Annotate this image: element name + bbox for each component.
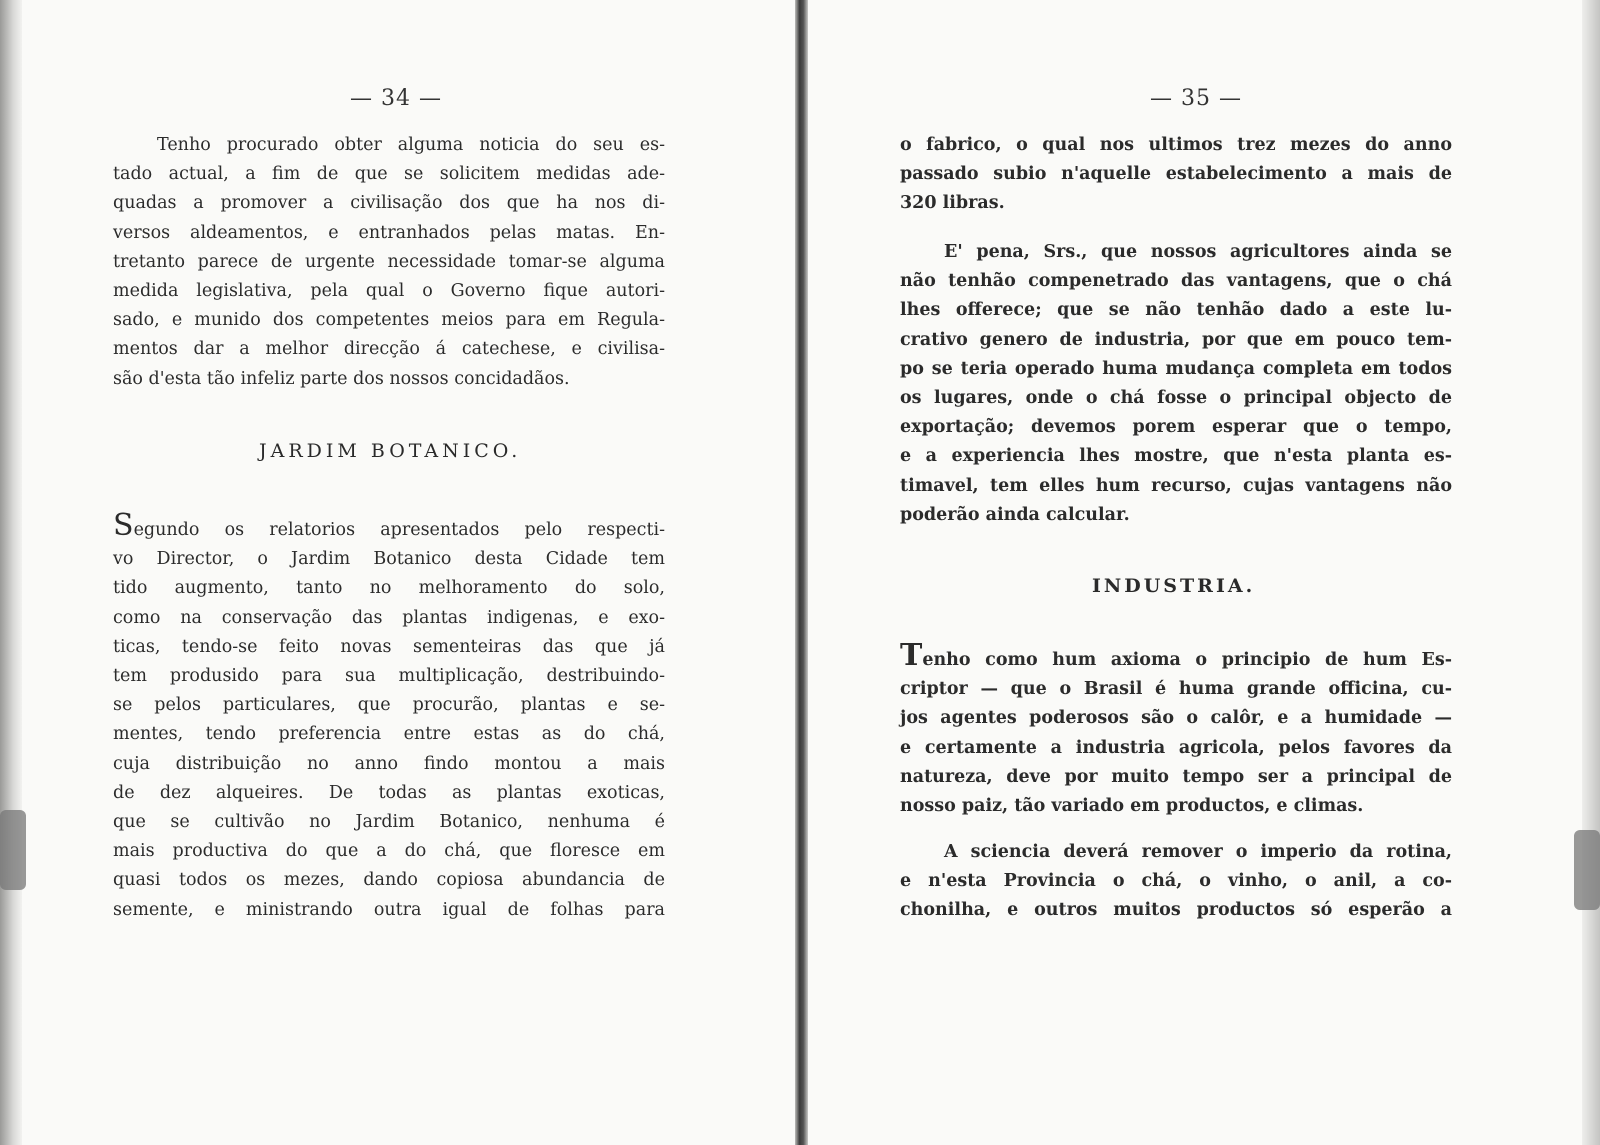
right-paragraph-2 [900, 238, 1452, 530]
text-line: crativo genero de industria, por que em pouco tem- [900, 329, 1452, 350]
drop-cap: S [113, 508, 134, 543]
text-line: E' pena, Srs., que nossos agricultores ainda se [944, 242, 1452, 262]
left-paragraph-2 [113, 508, 665, 925]
text-line: natureza, deve por muito tempo ser a principal de [900, 766, 1452, 787]
text-line: mentos dar a melhor direcção á catechese, e civilisa- [113, 339, 665, 360]
text-line: se pelos particulares, que procurão, plantas e se- [113, 695, 665, 716]
text-line: poderão ainda calcular. [900, 504, 1130, 525]
text-line: po se teria operado huma mudança completa em todos [900, 358, 1452, 379]
text-line: e n'esta Provincia o chá, o vinho, o anil, a co- [900, 871, 1452, 892]
text-line: criptor — que o Brasil é huma grande officina, cu- [900, 679, 1452, 700]
section-heading-jardim: JARDIM BOTANICO. [259, 440, 522, 462]
text-line: quasi todos os mezes, dando copiosa abundancia de [113, 870, 665, 891]
text-line: Tenho procurado obter alguma noticia do seu es- [157, 135, 665, 155]
text-line: lhes offerece; que se não tenhão dado a este lu- [900, 300, 1452, 321]
text-line: e a experiencia lhes mostre, que n'esta planta es- [900, 446, 1452, 467]
text-line: nosso paiz, tão variado em productos, e climas. [900, 796, 1364, 817]
text-line: jos agentes poderosos são o calôr, e a humidade — [900, 708, 1452, 729]
text-line: timavel, tem elles hum recurso, cujas vantagens não [900, 475, 1452, 496]
right-paragraph-4 [900, 838, 1452, 926]
text-line: mentes, tendo preferencia entre estas as do chá, [113, 724, 665, 745]
text-line: tretanto parece de urgente necessidade tomar-se alguma [113, 251, 665, 272]
left-paragraph-1 [113, 131, 665, 394]
text-line: que se cultivão no Jardim Botanico, nenhuma é [113, 812, 665, 833]
text-line: como na conservação das plantas indigenas, e exo- [113, 607, 665, 628]
text-line: exportação; devemos porem esperar que o tempo, [900, 417, 1452, 438]
text-line: sado, e munido dos competentes meios para em Regula- [113, 310, 665, 331]
right-paragraph-3 [900, 638, 1452, 821]
text-line: egundo os relatorios apresentados pelo respecti- [133, 520, 665, 540]
text-line: tem produsido para sua multiplicação, destribuindo- [113, 666, 665, 687]
text-line: passado subio n'aquelle estabelecimento a mais de [900, 164, 1452, 185]
right-page-edge [1582, 0, 1600, 1145]
page-number-left: — 34 — [350, 86, 442, 111]
text-line: semente, e ministrando outra igual de folhas para [113, 899, 665, 920]
text-line: chonilha, e outros muitos productos só esperão a [900, 900, 1452, 921]
text-line: tado actual, a fim de que se solicitem medidas ade- [113, 164, 665, 185]
text-line: A sciencia deverá remover o imperio da rotina, [944, 842, 1452, 862]
text-line: tido augmento, tanto no melhoramento do solo, [113, 578, 665, 599]
text-line: medida legislativa, pela qual o Governo fique autori- [113, 281, 665, 302]
text-line: de dez alqueires. De todas as plantas exoticas, [113, 782, 665, 803]
right-paragraph-1 [900, 131, 1452, 219]
left-page [0, 0, 795, 1145]
left-page-edge [0, 0, 22, 1145]
text-line: não tenhão compenetrado das vantagens, que o chá [900, 271, 1452, 292]
text-line: o fabrico, o qual nos ultimos trez mezes do anno [900, 135, 1452, 155]
text-line: são d'esta tão infeliz parte dos nossos concidadãos. [113, 368, 570, 389]
right-page [808, 0, 1600, 1145]
text-line: os lugares, onde o chá fosse o principal objecto de [900, 388, 1452, 409]
text-line: cuja distribuição no anno findo montou a mais [113, 753, 665, 774]
text-line: versos aldeamentos, e entranhados pelas matas. En- [113, 222, 665, 243]
left-clip [0, 810, 26, 890]
text-line: mais productiva do que a do chá, que floresce em [113, 841, 665, 862]
right-clip [1574, 830, 1600, 910]
text-line: quadas a promover a civilisação dos que ha nos di- [113, 193, 665, 214]
book-gutter [795, 0, 808, 1145]
text-line: vo Director, o Jardim Botanico desta Cidade tem [113, 549, 665, 570]
section-heading-industria: INDUSTRIA. [1092, 575, 1256, 597]
text-line: e certamente a industria agricola, pelos favores da [900, 737, 1452, 758]
page-number-right: — 35 — [1150, 86, 1242, 111]
text-line: 320 libras. [900, 193, 1005, 214]
drop-cap: T [900, 638, 923, 673]
text-line: ticas, tendo-se feito novas sementeiras das que já [113, 636, 665, 657]
text-line: enho como hum axioma o principio de hum Es- [922, 650, 1452, 670]
